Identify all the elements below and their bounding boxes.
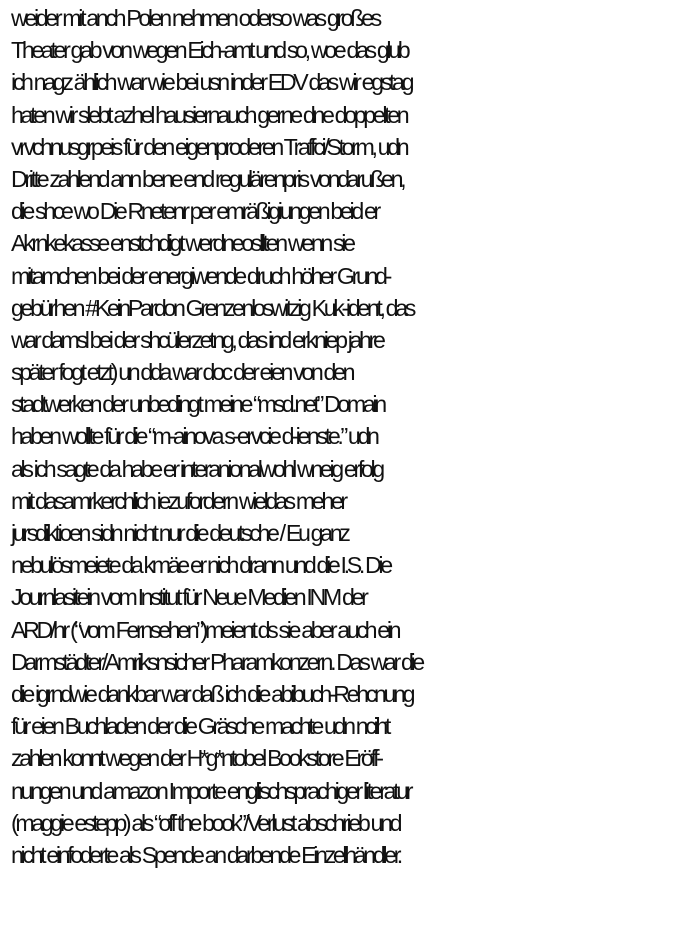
text-line-16: mit dasamrkerchlich iezufordern wieldas meher (11, 487, 345, 514)
text-line-1: weider mit anch Polen nehmen oderso was großes (11, 5, 379, 31)
text-line-4: haten wir slebt azhel hausiernauch gerne dne doppelten (11, 101, 407, 128)
text-line-17: jursdiktioen sidn nicht nur die deutsche / Eu ganz (11, 520, 348, 546)
text-line-14: haben wollte für die “m-ainova s-ervcie d-ienste.” udn (11, 423, 377, 450)
text-line-15: als ich sagte da habe er interanionalwohl wneig erfolg (11, 455, 382, 482)
text-line-24: zahlen konnt wegen der H*g*ntobel Bookstore Eröff- (11, 745, 381, 772)
text-line-26: (maggie estepp) als “off the book”/Verlust abschrieb und (11, 809, 400, 836)
text-line-18: nebulösmeiete da kmäe er nich drann und die I.S. Die (11, 552, 390, 579)
text-line-27: nicht einfoderte als Spende an darbende Einzelhändler. (11, 841, 400, 868)
text-line-6: Dritte zahlend ann bene end regulärenpris vondarußen, (11, 165, 404, 192)
text-line-11: war damsl bei der shcülerzetng, das ind erkniep jahre (11, 326, 383, 353)
text-line-3: ich nagz ählich war wie bei usn inder EDV das wir egstag (11, 69, 412, 96)
text-line-19: Journlasitein vom Institut für Neue Medien INM der (11, 584, 366, 611)
text-line-12: später fogt etzt) un dda war doc der eien von den (11, 359, 353, 386)
text-line-2: Theater gab von wegen Eich-amt und so, woe das glub (11, 37, 408, 64)
text-line-20: ARD/hr (“vom Fernsehen”)meient ds sie aber auch ein (11, 616, 399, 643)
text-line-13: stadtwerken der unbedingt meine “msd.net” Domain (11, 391, 384, 418)
text-line-21: Darmstädter/Amriksnsicher Pharamkonzern. Das war die (11, 648, 422, 675)
text-line-25: nungen und amazon Importe englischsprachiger literatur (11, 777, 411, 804)
text-line-9: mitamchen bei der energiwende druch höher Grund- (11, 262, 389, 289)
text-line-10: gebürhen #KeinPardon Grenzenloswitzig Kuk-ident, das (11, 294, 413, 321)
text-line-7: die shce wo Die Rnetenr per emräßigiungen beid er (11, 198, 378, 225)
text-line-5: vrvchnusgrpeis für den eigenproderen Traffci/Storm, udn (11, 133, 407, 160)
text-line-8: Akrnkekasse enstchdigt werdneosllten wenn sie (11, 230, 353, 257)
text-line-22: die igrndwie dankbar war daß ich die abibuch-Rehcnung (11, 680, 413, 707)
body-paragraph (11, 2, 683, 871)
text-line-23: für eien Buchladen der die Gräsche machte udn nciht (11, 713, 388, 740)
